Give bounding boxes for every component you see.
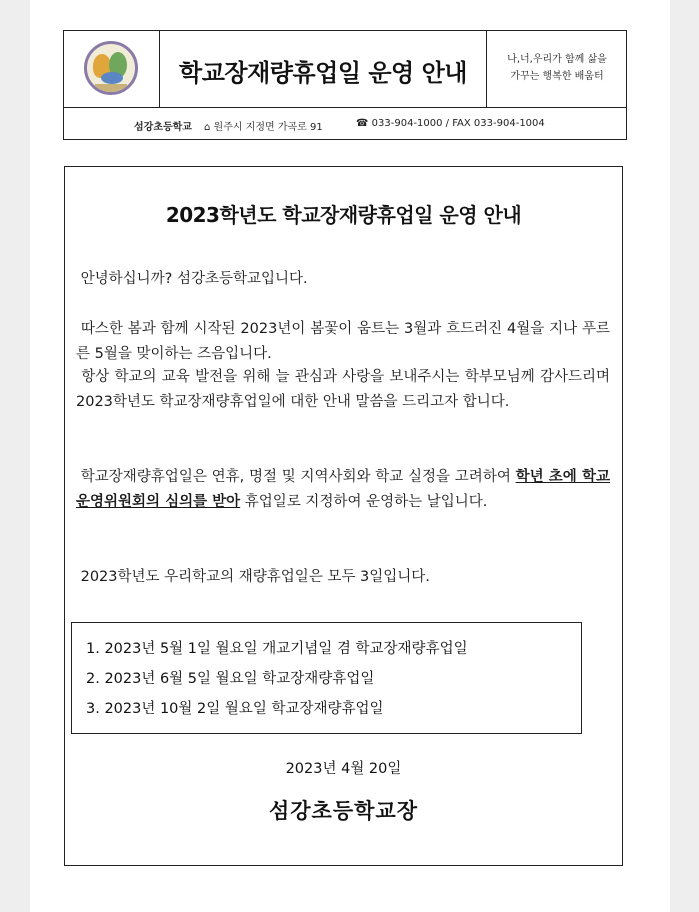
definition-paragraph: 학교장재량휴업일은 연휴, 명절 및 지역사회와 학교 실정을 고려하여 학년 초에 학교운영위원회의 심의를 받아 휴업일로 지정하여 운영하는 날입니다. (76, 469, 610, 510)
school-emblem-icon (84, 41, 138, 95)
school-name: 섬강초등학교 (134, 122, 192, 133)
principal-signature: 섬강초등학교장 (268, 799, 418, 823)
notice-title: 2023학년도 학교장재량휴업일 운영 안내 (165, 203, 522, 227)
emphasized-text: 학년 초에 학교운영위원회의 심의를 받아 (76, 469, 610, 510)
school-motto (492, 51, 622, 85)
letterhead-title-cell (160, 31, 487, 107)
notice-body (64, 166, 623, 866)
motto-line-2: 가꾸는 행복한 배움터 (510, 71, 604, 82)
telephone-icon: ☎ (356, 118, 369, 129)
letterhead-top-row (64, 31, 626, 108)
school-address: ⌂ 원주시 지정면 가곡로 91 (204, 122, 323, 133)
list-item: 1. 2023년 5월 1일 월요일 개교기념일 겸 학교장재량휴업일 (86, 641, 468, 657)
list-item: 3. 2023년 10월 2일 월요일 학교장재량휴업일 (86, 701, 384, 717)
spring-paragraph: 따스한 봄과 함께 시작된 2023년이 봄꽃이 움트는 3월과 흐드러진 4월을 지나 푸르른 5월을 맞이하는 즈음입니다. (76, 321, 610, 362)
house-icon: ⌂ (204, 122, 211, 133)
motto-cell (488, 31, 626, 107)
count-paragraph: 2023학년도 우리학교의 재량휴업일은 모두 3일입니다. (80, 569, 430, 585)
letterhead (63, 30, 627, 140)
greeting-paragraph: 안녕하십니까? 섬강초등학교입니다. (80, 271, 308, 287)
letterhead-title: 학교장재량휴업일 운영 안내 (179, 59, 467, 87)
motto-line-1: 나,너,우리가 함께 삶을 (507, 54, 607, 65)
school-phone: ☎ 033-904-1000 / FAX 033-904-1004 (356, 118, 545, 129)
holiday-list (71, 622, 582, 734)
list-item: 2. 2023년 6월 5일 월요일 학교장재량휴업일 (86, 671, 375, 687)
issue-date: 2023년 4월 20일 (285, 761, 402, 777)
letterhead-contact-row (64, 109, 626, 139)
logo-cell (64, 31, 160, 107)
thanks-paragraph: 항상 학교의 교육 발전을 위해 늘 관심과 사랑을 보내주시는 학부모님께 감사드리며 2023학년도 학교장재량휴업일에 대한 안내 말씀을 드리고자 합니다. (76, 369, 611, 410)
